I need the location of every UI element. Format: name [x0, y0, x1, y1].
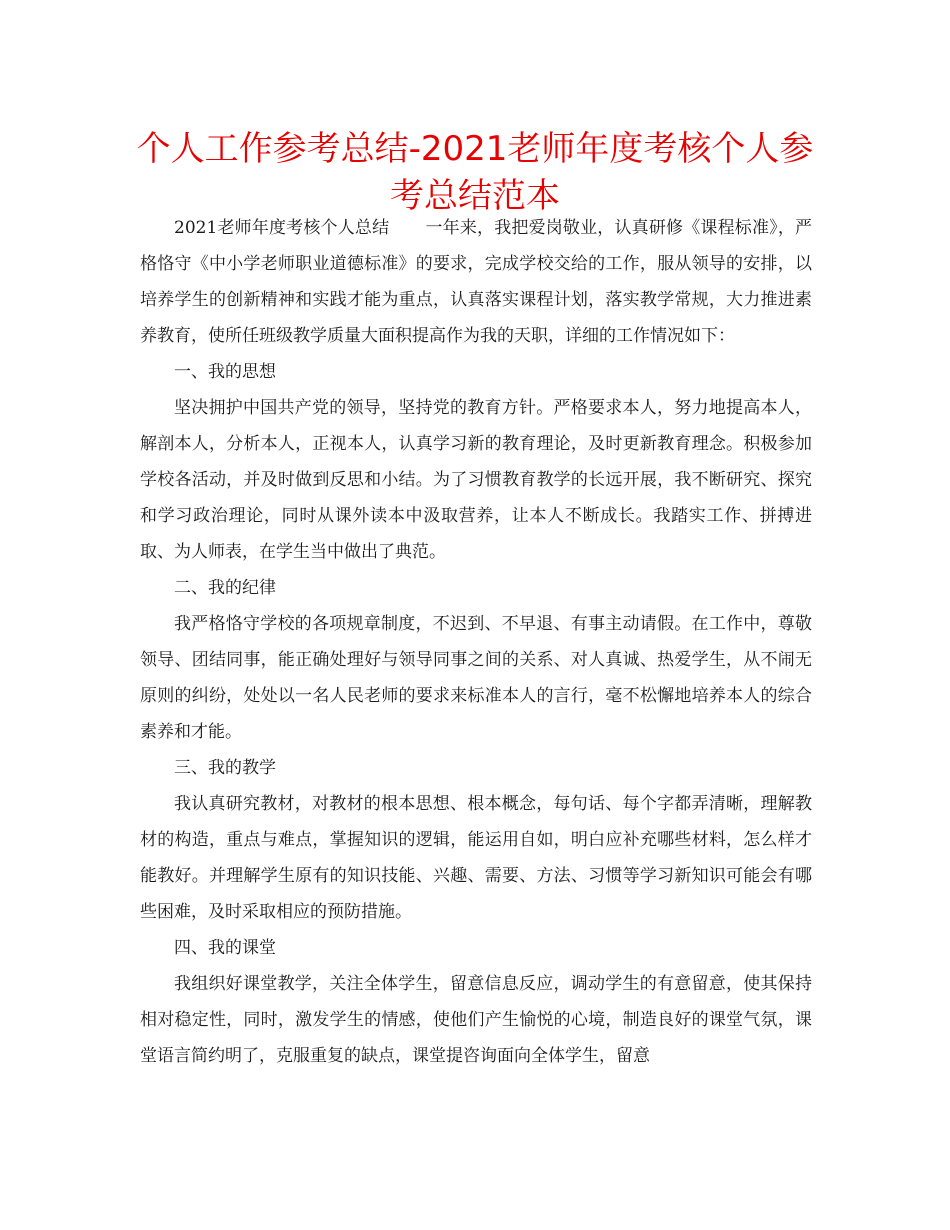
- intro-lead: 2021老师年度考核个人总结: [174, 218, 390, 238]
- section-text-classroom: 我组织好课堂教学，关注全体学生，留意信息反应，调动学生的有意留意，使其保持相对稳定性，同时，激发学生的情感，使他们产生愉悦的心境，制造良好的课堂气氛，课堂语言简约明了，克服重复的缺点，课堂提咨询面向全体学生，留意: [140, 974, 812, 1066]
- section-text-discipline: 我严格恪守学校的各项规章制度，不迟到、不早退、有事主动请假。在工作中，尊敬领导、团结同事，能正确处理好与领导同事之间的关系、对人真诚、热爱学生，从不闹无原则的纠纷，处处以一名人民老师的要求来标准本人的言行，毫不松懈地培养本人的综合素养和才能。: [140, 614, 812, 742]
- section-text-thought: 坚决拥护中国共产党的领导，坚持党的教育方针。严格要求本人，努力地提高本人，解剖本人，分析本人，正视本人，认真学习新的教育理论，及时更新教育理念。积极参加学校各活动，并及时做到反思和小结。为了习惯教育教学的长远开展，我不断研究、探究和学习政治理论，同时从课外读本中汲取营养，让本人不断成长。我踏实工作、拼搏进取、为人师表，在学生当中做出了典范。: [140, 398, 812, 562]
- document-title: 个人工作参考总结-2021老师年度考核个人参考总结范本: [136, 129, 814, 216]
- document-body: [140, 210, 812, 1074]
- section-heading-teaching: 三、我的教学: [174, 758, 276, 778]
- section-text-teaching: 我认真研究教材，对教材的根本思想、根本概念，每句话、每个字都弄清晰，理解教材的构造，重点与难点，掌握知识的逻辑，能运用自如，明白应补充哪些材料，怎么样才能教好。并理解学生原有的知识技能、兴趣、需要、方法、习惯等学习新知识可能会有哪些困难，及时采取相应的预防措施。: [140, 794, 812, 922]
- section-heading-classroom: 四、我的课堂: [174, 938, 276, 958]
- intro-paragraph: [140, 210, 812, 354]
- section-heading-discipline: 二、我的纪律: [174, 578, 276, 598]
- section-heading-thought: 一、我的思想: [174, 362, 276, 382]
- intro-text: 一年来，我把爱岗敬业，认真研修《课程标准》，严格恪守《中小学老师职业道德标准》的要求，完成学校交给的工作，服从领导的安排，以培养学生的创新精神和实践才能为重点，认真落实课程计划，落实教学常规，大力推进素养教育，使所任班级教学质量大面积提高作为我的天职，详细的工作情况如下：: [140, 218, 812, 346]
